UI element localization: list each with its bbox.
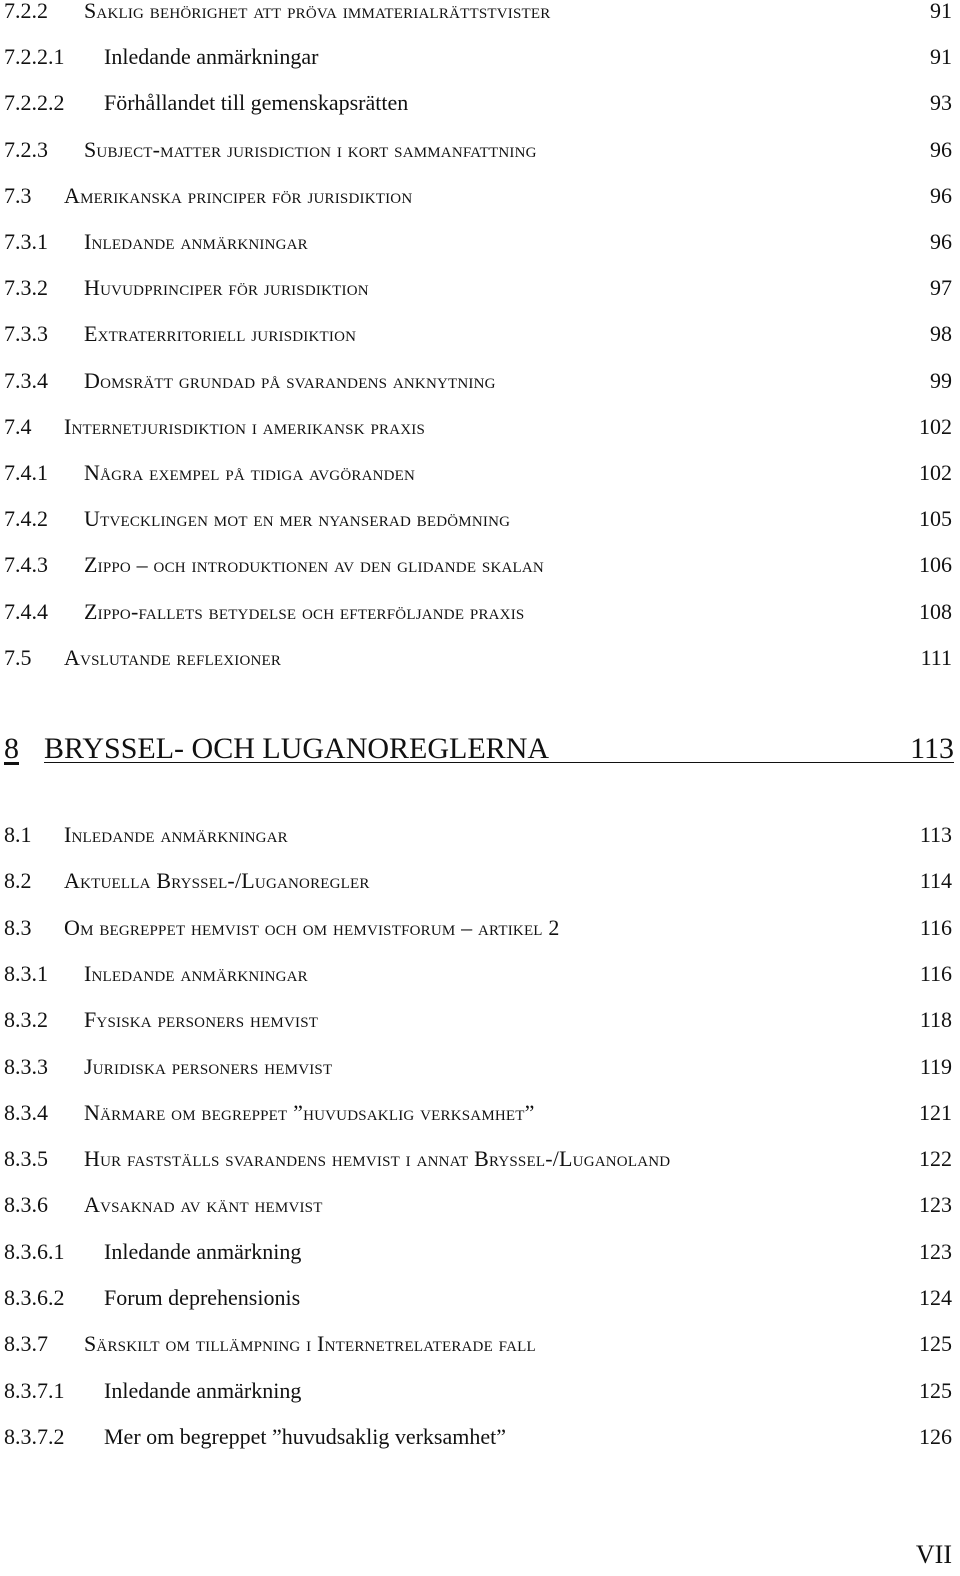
toc-entry-number: 7.3.3 — [4, 321, 48, 347]
toc-entry-title: Avslutande reflexioner — [64, 644, 282, 670]
toc-entry-number: 7.4.2 — [4, 506, 48, 532]
toc-entry-number: 8.3.6.2 — [4, 1285, 65, 1310]
toc-entry-number: 7.2.3 — [4, 136, 48, 162]
toc-entry-title: Inledande anmärkningar — [84, 960, 308, 986]
toc-entry-number: 8.3.7 — [4, 1331, 48, 1357]
toc-entry-number: 7.4 — [4, 413, 32, 439]
toc-entry — [4, 462, 952, 484]
toc-entry-number: 7.3 — [4, 182, 32, 208]
toc-entry-title: Hur fastställs svarandens hemvist i annat Bryssel-/Luganoland — [84, 1146, 671, 1172]
toc-entry-page: 113 — [919, 822, 952, 847]
toc-entry-page: 125 — [919, 1331, 952, 1357]
toc-entry-number: 7.3.1 — [4, 229, 48, 254]
toc-entry — [4, 1194, 952, 1216]
toc-entry — [4, 367, 952, 393]
chapter-page: 113 — [910, 732, 954, 765]
toc-entry — [4, 870, 952, 892]
toc-entry-number: 8.3.2 — [4, 1007, 48, 1033]
toc-entry-page: 126 — [919, 1423, 952, 1449]
toc-entry-page: 122 — [919, 1146, 952, 1172]
toc-entry — [4, 231, 952, 253]
toc-entry — [4, 1287, 952, 1309]
toc-entry-title: Aktuella Bryssel-/Luganoregler — [64, 868, 370, 894]
toc-entry-title: Amerikanska principer för jurisdiktion — [64, 182, 413, 208]
toc-entry-number: 7.2.2 — [4, 0, 48, 23]
toc-entry-page: 124 — [919, 1285, 952, 1310]
toc-entry-number: 7.5 — [4, 644, 32, 670]
toc-entry — [4, 277, 952, 299]
toc-entry-number: 7.3.4 — [4, 367, 48, 393]
toc-entry-title: Inledande anmärkning — [104, 1238, 302, 1264]
toc-entry — [4, 644, 952, 670]
toc-entry — [4, 92, 952, 114]
toc-entry-title: Mer om begreppet ”huvudsaklig verksamhet” — [104, 1423, 506, 1449]
toc-entry — [4, 1099, 952, 1125]
toc-entry-number: 7.4.1 — [4, 460, 48, 485]
toc-entry-title: Fysiska personers hemvist — [84, 1007, 319, 1033]
toc-entry — [4, 824, 952, 846]
toc-entry-page: 123 — [919, 1192, 952, 1218]
toc-entry-title: Särskilt om tillämpning i Internetrelaterade fall — [84, 1331, 536, 1357]
toc-entry-title: Forum deprehensionis — [104, 1285, 301, 1310]
toc-entry-number: 7.2.2.1 — [4, 44, 65, 70]
toc-entry-page: 91 — [930, 0, 952, 23]
toc-entry-number: 8.3.4 — [4, 1099, 48, 1125]
toc-entry-number: 8.2 — [4, 868, 32, 894]
toc-entry — [4, 1377, 952, 1403]
toc-entry — [4, 1148, 952, 1170]
toc-entry-page: 98 — [930, 321, 952, 347]
toc-entry — [4, 182, 952, 208]
toc-entry-title: Inledande anmärkningar — [104, 44, 319, 70]
toc-entry — [4, 508, 952, 530]
toc-entry — [4, 1009, 952, 1031]
toc-entry-page: 114 — [919, 868, 952, 894]
toc-entry-title: Zippo-fallets betydelse och efterföljande praxis — [84, 598, 525, 624]
toc-entry-page: 99 — [930, 367, 952, 393]
toc-entry-number: 8.3.6.1 — [4, 1238, 65, 1264]
toc-entry-page: 96 — [930, 229, 952, 254]
toc-entry-title: Domsrätt grundad på svarandens anknytning — [84, 367, 496, 393]
toc-entry-number: 8.3 — [4, 914, 32, 940]
toc-entry-page: 102 — [919, 460, 952, 485]
toc-entry-page: 111 — [920, 644, 952, 670]
toc-entry-page: 96 — [930, 182, 952, 208]
toc-entry-title: Några exempel på tidiga avgöranden — [84, 460, 416, 485]
toc-entry-number: 7.4.4 — [4, 598, 48, 624]
toc-entry-title: Internetjurisdiktion i amerikansk praxis — [64, 413, 425, 439]
page-number: VII — [915, 1540, 952, 1569]
toc-entry — [4, 323, 952, 345]
toc-entry-title: Subject-matter jurisdiction i kort sammanfattning — [84, 136, 537, 162]
toc-entry-number: 8.3.6 — [4, 1192, 48, 1218]
toc-entry-title: Saklig behörighet att pröva immaterialrättstvister — [84, 0, 551, 23]
toc-entry — [4, 1053, 952, 1079]
toc-entry-number: 8.1 — [4, 822, 32, 847]
chapter-heading — [4, 732, 954, 766]
toc-entry-title: Närmare om begreppet ”huvudsaklig verksamhet” — [84, 1099, 535, 1125]
toc-entry-number: 8.3.5 — [4, 1146, 48, 1172]
toc-entry-number: 8.3.1 — [4, 960, 48, 986]
toc-entry-title: Extraterritoriell jurisdiktion — [84, 321, 357, 347]
toc-entry-number: 8.3.7.2 — [4, 1423, 65, 1449]
toc-entry-number: 7.2.2.2 — [4, 90, 65, 116]
toc-entry-page: 108 — [919, 598, 952, 624]
toc-entry-title: Inledande anmärkningar — [84, 229, 308, 254]
toc-entry-page: 121 — [919, 1099, 952, 1125]
toc-entry-title: Inledande anmärkningar — [64, 822, 288, 847]
toc-entry-page: 102 — [919, 413, 952, 439]
toc-entry — [4, 598, 952, 624]
toc-entry-number: 8.3.3 — [4, 1053, 48, 1079]
toc-entry-title: Utvecklingen mot en mer nyanserad bedömning — [84, 506, 511, 532]
toc-entry — [4, 1423, 952, 1449]
toc-entry-page: 123 — [919, 1238, 952, 1264]
toc-entry — [4, 136, 952, 162]
toc-entry-page: 116 — [919, 914, 952, 940]
toc-entry-title: Förhållandet till gemenskapsrätten — [104, 90, 409, 116]
toc-entry-title: Huvudprinciper för jurisdiktion — [84, 275, 369, 301]
toc-entry-title: Juridiska personers hemvist — [84, 1053, 333, 1079]
toc-entry-page: 125 — [919, 1377, 952, 1403]
toc-entry-page: 118 — [919, 1007, 952, 1033]
toc-entry-number: 7.4.3 — [4, 552, 48, 578]
toc-entry-page: 106 — [919, 552, 952, 578]
toc-entry-page: 97 — [930, 275, 952, 301]
toc-entry-page: 93 — [930, 90, 952, 116]
chapter-underline — [44, 762, 954, 763]
toc-entry-page: 116 — [919, 960, 952, 986]
toc-entry — [4, 413, 952, 439]
toc-entry-title: Om begreppet hemvist och om hemvistforum – artikel 2 — [64, 914, 560, 940]
toc-entry-page: 119 — [919, 1053, 952, 1079]
toc-entry-number: 8.3.7.1 — [4, 1377, 65, 1403]
toc-entry — [4, 1333, 952, 1355]
toc-entry-title: Zippo – och introduktionen av den glidande skalan — [84, 552, 544, 578]
toc-entry — [4, 0, 952, 22]
toc-entry — [4, 46, 952, 68]
toc-entry — [4, 1238, 952, 1264]
chapter-title: BRYSSEL- OCH LUGANOREGLERNA — [44, 732, 550, 765]
toc-entry-title: Inledande anmärkning — [104, 1377, 302, 1403]
toc-entry-page: 91 — [930, 44, 952, 70]
chapter-number: 8 — [4, 732, 19, 765]
toc-entry-number: 7.3.2 — [4, 275, 48, 301]
toc-entry — [4, 554, 952, 576]
toc-entry-page: 96 — [930, 136, 952, 162]
toc-entry — [4, 914, 952, 940]
toc-entry — [4, 960, 952, 986]
toc-entry-page: 105 — [919, 506, 952, 532]
toc-entry-title: Avsaknad av känt hemvist — [84, 1192, 323, 1218]
